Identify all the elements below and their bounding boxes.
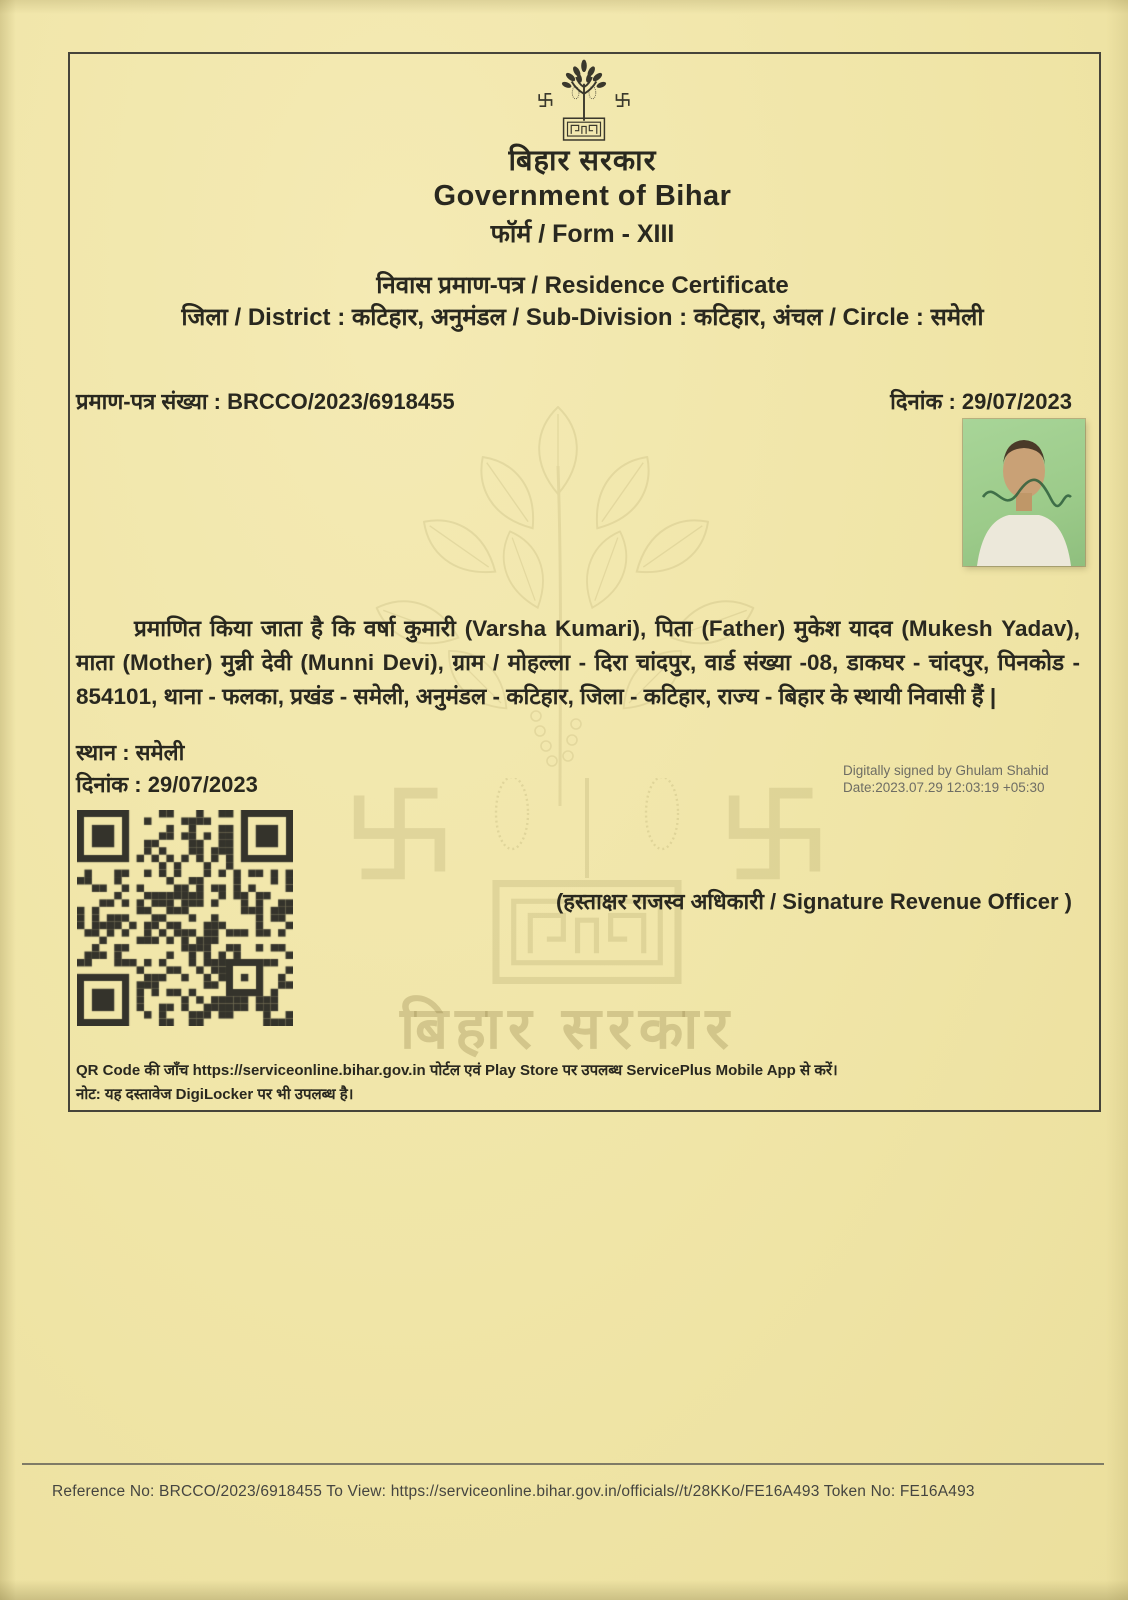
footer-reference-line: Reference No: BRCCO/2023/6918455 To View: https://serviceonline.bihar.gov.in/officials//t/28KKo/FE16A493 Token No: FE16A493	[52, 1483, 975, 1500]
digilocker-note: नोट: यह दस्तावेज DigiLocker पर भी उपलब्ध है।	[76, 1086, 354, 1103]
form-number-line: फॉर्म / Form - XIII	[490, 220, 675, 248]
signature-officer-line: (हस्ताक्षर राजस्व अधिकारी / Signature Revenue Officer )	[555, 889, 1072, 914]
certificate-title: निवास प्रमाण-पत्र / Residence Certificate	[376, 272, 789, 299]
digital-signature-line2: Date:2023.07.29 12:03:19 +05:30	[843, 780, 1045, 795]
issue-date: दिनांक : 29/07/2023	[890, 389, 1072, 414]
digital-signature-line1: Digitally signed by Ghulam Shahid	[843, 763, 1049, 778]
person-portrait-icon	[963, 419, 1085, 566]
district-subdivision-circle-line: जिला / District : कटिहार, अनुमंडल / Sub-Division : कटिहार, अंचल / Circle : समेली	[181, 304, 984, 331]
certificate-body-text: प्रमाणित किया जाता है कि वर्षा कुमारी (Varsha Kumari), पिता (Father) मुकेश यादव (Mukesh Yadav), माता (Mother) मुन्नी देवी (Munni Devi), ग्राम / मोहल्ला - दिरा चांदपुर, वार्ड संख्या -08, डाकघर - चांदपुर, पिनकोड - 854101, थाना - फलका, प्रखंड - समेली, अनुमंडल - कटिहार, जिला - कटिहार, राज्य - बिहार के स्थायी निवासी हैं |	[76, 616, 1080, 709]
qr-code	[77, 810, 293, 1026]
digital-signature-note	[843, 762, 1093, 796]
org-name-english: Government of Bihar	[433, 180, 732, 212]
certificate-number: प्रमाण-पत्र संख्या : BRCCO/2023/6918455	[76, 389, 455, 414]
state-emblem-icon	[528, 56, 640, 144]
org-name-hindi: बिहार सरकार	[508, 145, 657, 177]
place-line: स्थान : समेली	[76, 740, 185, 765]
applicant-photo	[963, 419, 1085, 566]
signing-date-line: दिनांक : 29/07/2023	[76, 772, 258, 797]
footer-divider	[22, 1463, 1104, 1465]
watermark-text: बिहार सरकार	[400, 996, 737, 1061]
qr-verification-note: QR Code की जाँच https://serviceonline.bihar.gov.in पोर्टल एवं Play Store पर उपलब्ध ServicePlus Mobile App से करें।	[76, 1062, 838, 1079]
